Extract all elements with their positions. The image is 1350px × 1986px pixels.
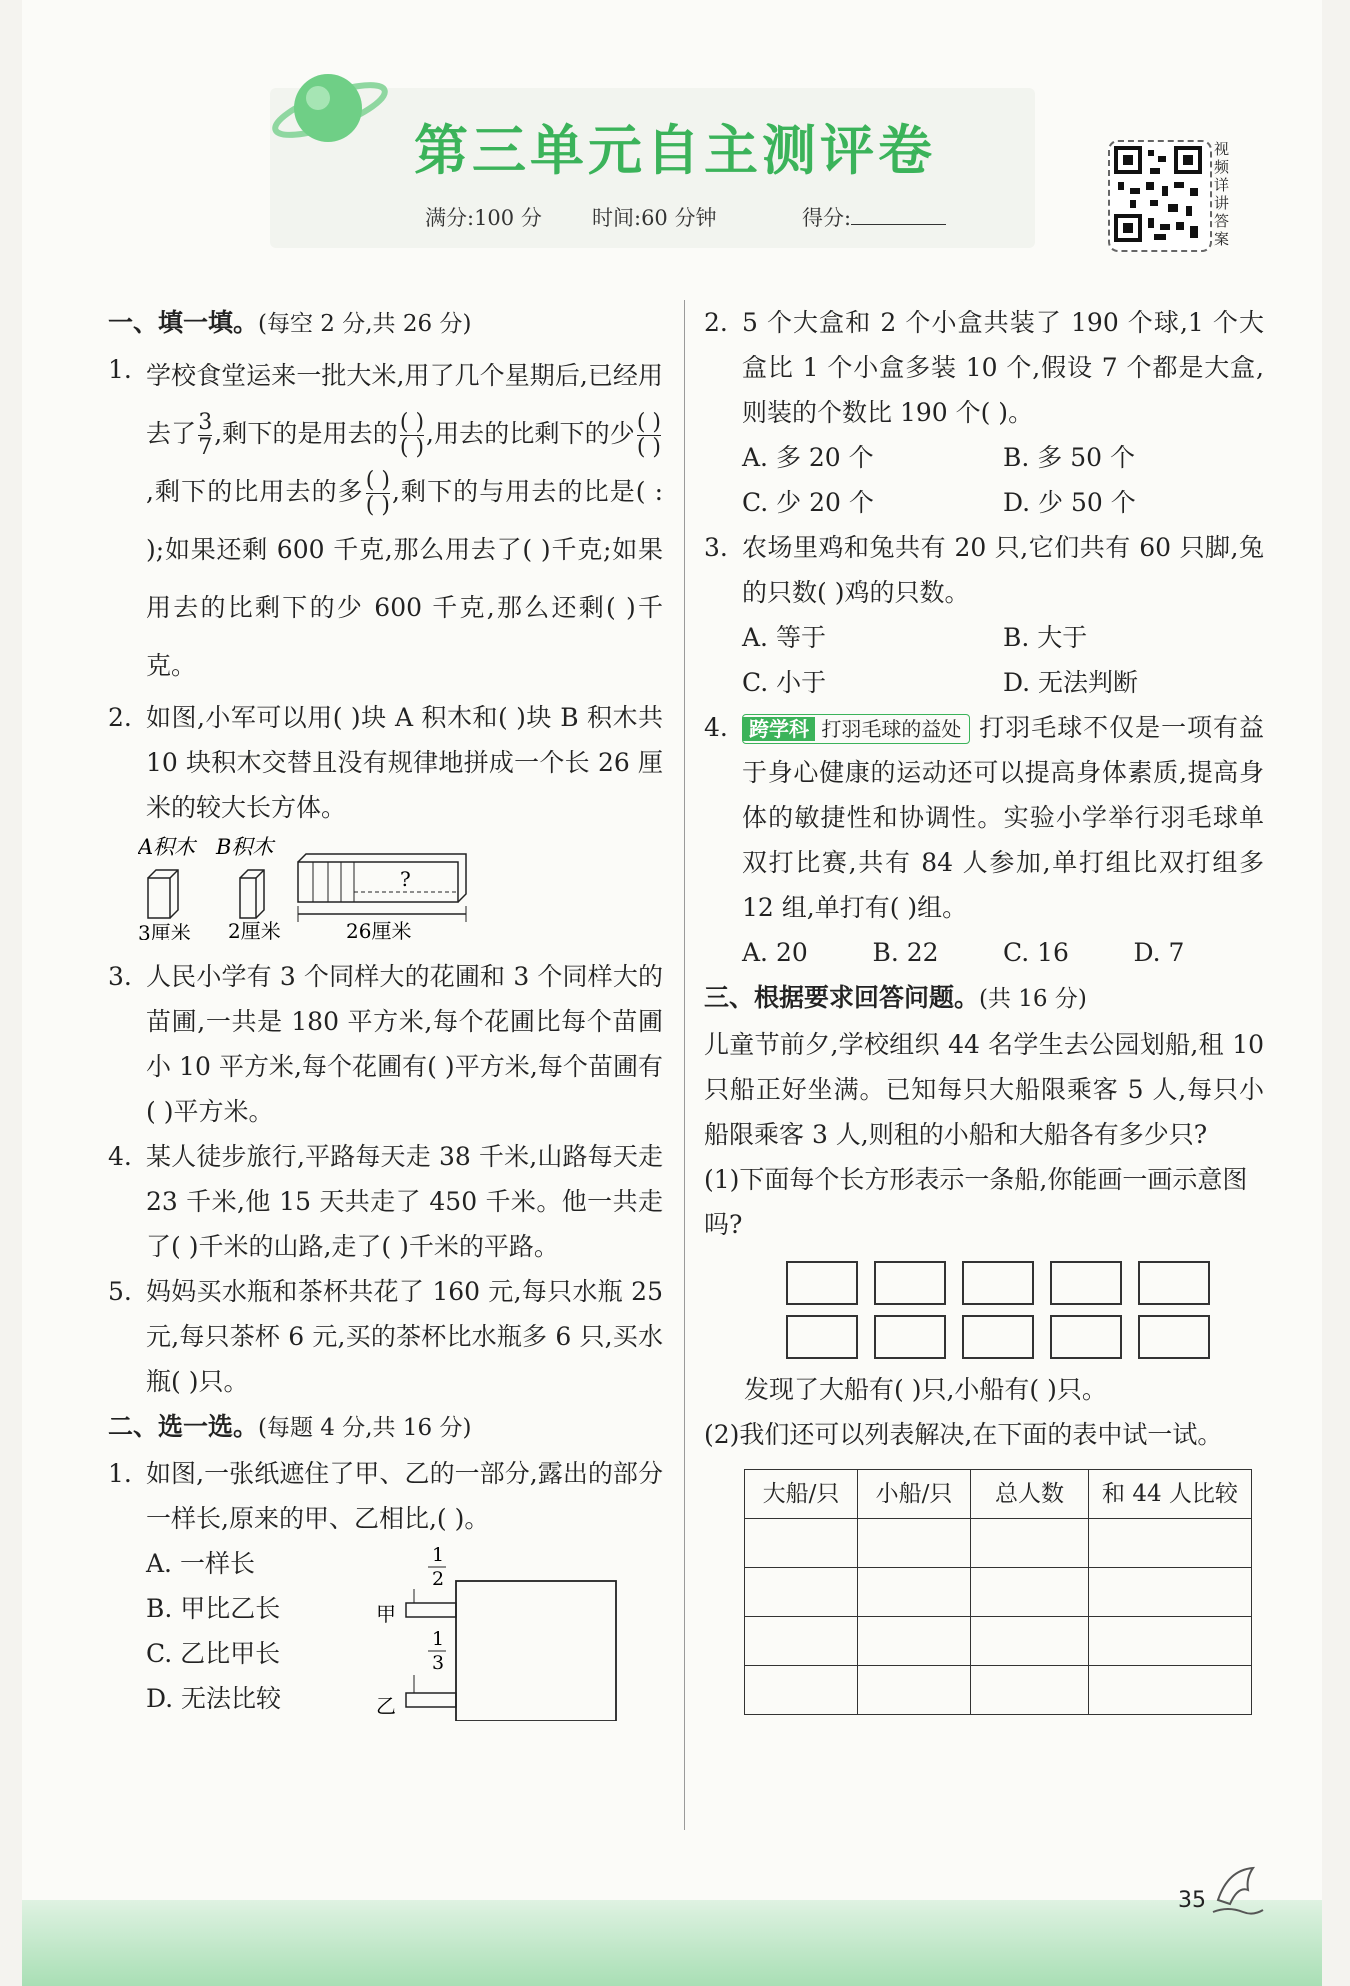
score-field: 得分: bbox=[802, 202, 946, 232]
svg-text:1: 1 bbox=[432, 1628, 445, 1650]
length-b: 2厘米 bbox=[228, 919, 281, 940]
fraction-blank[interactable]: $\frac{( )}{( )}$ bbox=[399, 410, 425, 460]
svg-text:1: 1 bbox=[432, 1544, 445, 1566]
label-b-block: B积木 bbox=[216, 835, 274, 859]
blocks-figure bbox=[138, 830, 558, 940]
table-row bbox=[745, 1617, 1252, 1666]
part-1-answer: 发现了大船有( )只,小船有( )只。 bbox=[744, 1375, 1107, 1404]
boat-box[interactable] bbox=[786, 1261, 858, 1305]
footer-band bbox=[22, 1900, 1322, 1986]
boat-box[interactable] bbox=[1050, 1315, 1122, 1359]
time-limit: 时间:60 分钟 bbox=[592, 206, 717, 230]
full-score: 满分:100 分 bbox=[425, 206, 542, 230]
paper-cover-figure bbox=[376, 1541, 626, 1721]
table-header: 总人数 bbox=[971, 1470, 1089, 1519]
boat-box[interactable] bbox=[1050, 1261, 1122, 1305]
section-3-intro: 儿童节前夕,学校组织 44 名学生去公园划船,租 10 只船正好坐满。已知每只大船限乘客 5 人,每只小船限乘客 3 人,则租的小船和大船各有多少只? bbox=[704, 1030, 1264, 1149]
fraction-blank[interactable]: $\frac{( )}{( )}$ bbox=[365, 468, 390, 518]
qr-label: 视频详讲答案 bbox=[1214, 140, 1230, 248]
boat-box[interactable] bbox=[874, 1315, 946, 1359]
option-a[interactable]: A. 多 20 个 bbox=[742, 443, 874, 472]
dolphin-icon bbox=[1208, 1860, 1268, 1920]
trial-table bbox=[744, 1469, 1252, 1715]
option-c[interactable]: C. 小于 bbox=[742, 668, 827, 697]
page-title: 第三单元自主测评卷 bbox=[414, 119, 936, 182]
page-number: 35 bbox=[1178, 1888, 1206, 1913]
option-b[interactable]: B. 多 50 个 bbox=[1003, 443, 1135, 472]
question-1-2: 2. 如图,小军可以用( )块 A 积木和( )块 B 积木共 10 块积木交替且没有规律地拼成一个长 26 厘米的较大长方体。 A积木 B积木 3厘米 2厘米 ? 26厘米 bbox=[108, 695, 663, 954]
part-1-prompt: (1)下面每个长方形表示一条船,你能画一画示意图吗? bbox=[704, 1165, 1248, 1239]
section-3-heading: 三、根据要求回答问题。(共 16 分) bbox=[704, 983, 1087, 1012]
option-c[interactable]: C. 少 20 个 bbox=[742, 488, 874, 517]
question-2-4: 4. 跨学科 打羽毛球的益处 打羽毛球不仅是一项有益于身心健康的运动还可以提高身体素质,提高身体的敏捷性和协调性。实验小学举行羽毛球单双打比赛,共有 84 人参加,单打组比双打组多 12 组,单打有( )组。 A. 20 B. 22 C. 16 D. 7 bbox=[704, 705, 1264, 975]
left-column bbox=[108, 300, 663, 1721]
option-a[interactable]: A. 20 bbox=[742, 938, 808, 967]
option-d[interactable]: D. 少 50 个 bbox=[1003, 488, 1136, 517]
option-c[interactable]: C. 乙比甲长 bbox=[146, 1639, 281, 1668]
option-d[interactable]: D. 无法比较 bbox=[146, 1684, 282, 1713]
boat-box[interactable] bbox=[962, 1261, 1034, 1305]
question-1-5: 5. 妈妈买水瓶和茶杯共花了 160 元,每只水瓶 25 元,每只茶杯 6 元,买的茶杯比水瓶多 6 只,买水瓶( )只。 bbox=[108, 1277, 663, 1396]
svg-text:3: 3 bbox=[432, 1652, 445, 1674]
table-row bbox=[745, 1519, 1252, 1568]
table-header: 和 44 人比较 bbox=[1089, 1470, 1252, 1519]
length-a: 3厘米 bbox=[138, 921, 191, 940]
fraction: $\frac{3}{7}$ bbox=[198, 410, 213, 460]
option-b[interactable]: B. 22 bbox=[872, 938, 939, 967]
section-2-heading: 二、选一选。(每题 4 分,共 16 分) bbox=[108, 1412, 472, 1441]
option-c[interactable]: C. 16 bbox=[1003, 938, 1069, 967]
question-2-1: 1. 如图,一张纸遮住了甲、乙的一部分,露出的部分一样长,原来的甲、乙相比,( )。 A. 一样长 B. 甲比乙长 C. 乙比甲长 D. 无法比较 1 2 甲 1 3 乙 bbox=[108, 1451, 663, 1721]
option-d[interactable]: D. 无法判断 bbox=[1003, 668, 1139, 697]
question-2-2: 2. 5 个大盒和 2 个小盒共装了 190 个球,1 个大盒比 1 个小盒多装 10 个,假设 7 个都是大盒,则装的个数比 190 个( )。 A. 多 20 个 B. 多 50 个 C. 少 20 个 D. 少 50 个 bbox=[704, 300, 1264, 525]
svg-text:2: 2 bbox=[432, 1568, 445, 1590]
boat-box[interactable] bbox=[874, 1261, 946, 1305]
boat-box[interactable] bbox=[1138, 1261, 1210, 1305]
question-2-3: 3. 农场里鸡和兔共有 20 只,它们共有 60 只脚,兔的只数( )鸡的只数。 A. 等于 B. 大于 C. 小于 D. 无法判断 bbox=[704, 525, 1264, 705]
question-1-4: 4. 某人徒步旅行,平路每天走 38 千米,山路每天走 23 千米,他 15 天共走了 450 千米。他一共走了( )千米的山路,走了( )千米的平路。 bbox=[108, 1142, 663, 1261]
column-divider bbox=[684, 300, 685, 1830]
option-b[interactable]: B. 甲比乙长 bbox=[146, 1594, 281, 1623]
label-a-block: A积木 bbox=[138, 835, 196, 859]
part-2-prompt: (2)我们还可以列表解决,在下面的表中试一试。 bbox=[704, 1420, 1223, 1449]
length-total: 26厘米 bbox=[346, 919, 412, 940]
table-row bbox=[745, 1666, 1252, 1715]
option-d[interactable]: D. 7 bbox=[1133, 938, 1185, 967]
label-jia: 甲 bbox=[376, 1602, 396, 1626]
fraction-blank[interactable]: $\frac{( )}{( )}$ bbox=[636, 410, 661, 460]
boat-boxes bbox=[786, 1261, 1264, 1359]
section-1-heading: 一、填一填。(每空 2 分,共 26 分) bbox=[108, 308, 472, 337]
question-1-1: 1. 学校食堂运来一批大米,用了几个星期后,已经用去了 $\frac{3}{7}$ ,剩下的是用去的 $\frac{( )}{( )}$ ,用去的比剩下的少 $\frac{( )}{( )}$ ,剩下的比用去的多 $\frac{( )}{( )}$ ,剩下的与用去的比是( : );如果还剩 600 千克,那么用去了( )千克;如果用去的比剩下的少 600 千克,那么还剩( )千克。 bbox=[108, 355, 663, 680]
option-a[interactable]: A. 一样长 bbox=[146, 1549, 255, 1578]
option-b[interactable]: B. 大于 bbox=[1003, 623, 1088, 652]
table-row bbox=[745, 1568, 1252, 1617]
table-header: 小船/只 bbox=[858, 1470, 971, 1519]
option-a[interactable]: A. 等于 bbox=[742, 623, 826, 652]
boat-box[interactable] bbox=[962, 1315, 1034, 1359]
cross-subject-badge: 跨学科 打羽毛球的益处 bbox=[742, 714, 970, 744]
table-header: 大船/只 bbox=[745, 1470, 858, 1519]
right-column bbox=[704, 300, 1264, 1715]
boat-box[interactable] bbox=[786, 1315, 858, 1359]
unknown-mark: ? bbox=[400, 867, 411, 891]
qr-code-icon bbox=[1108, 140, 1212, 252]
boat-box[interactable] bbox=[1138, 1315, 1210, 1359]
label-yi: 乙 bbox=[376, 1694, 396, 1718]
question-1-3: 3. 人民小学有 3 个同样大的花圃和 3 个同样大的苗圃,一共是 180 平方米,每个花圃比每个苗圃小 10 平方米,每个花圃有( )平方米,每个苗圃有( )平方米。 bbox=[108, 962, 663, 1126]
